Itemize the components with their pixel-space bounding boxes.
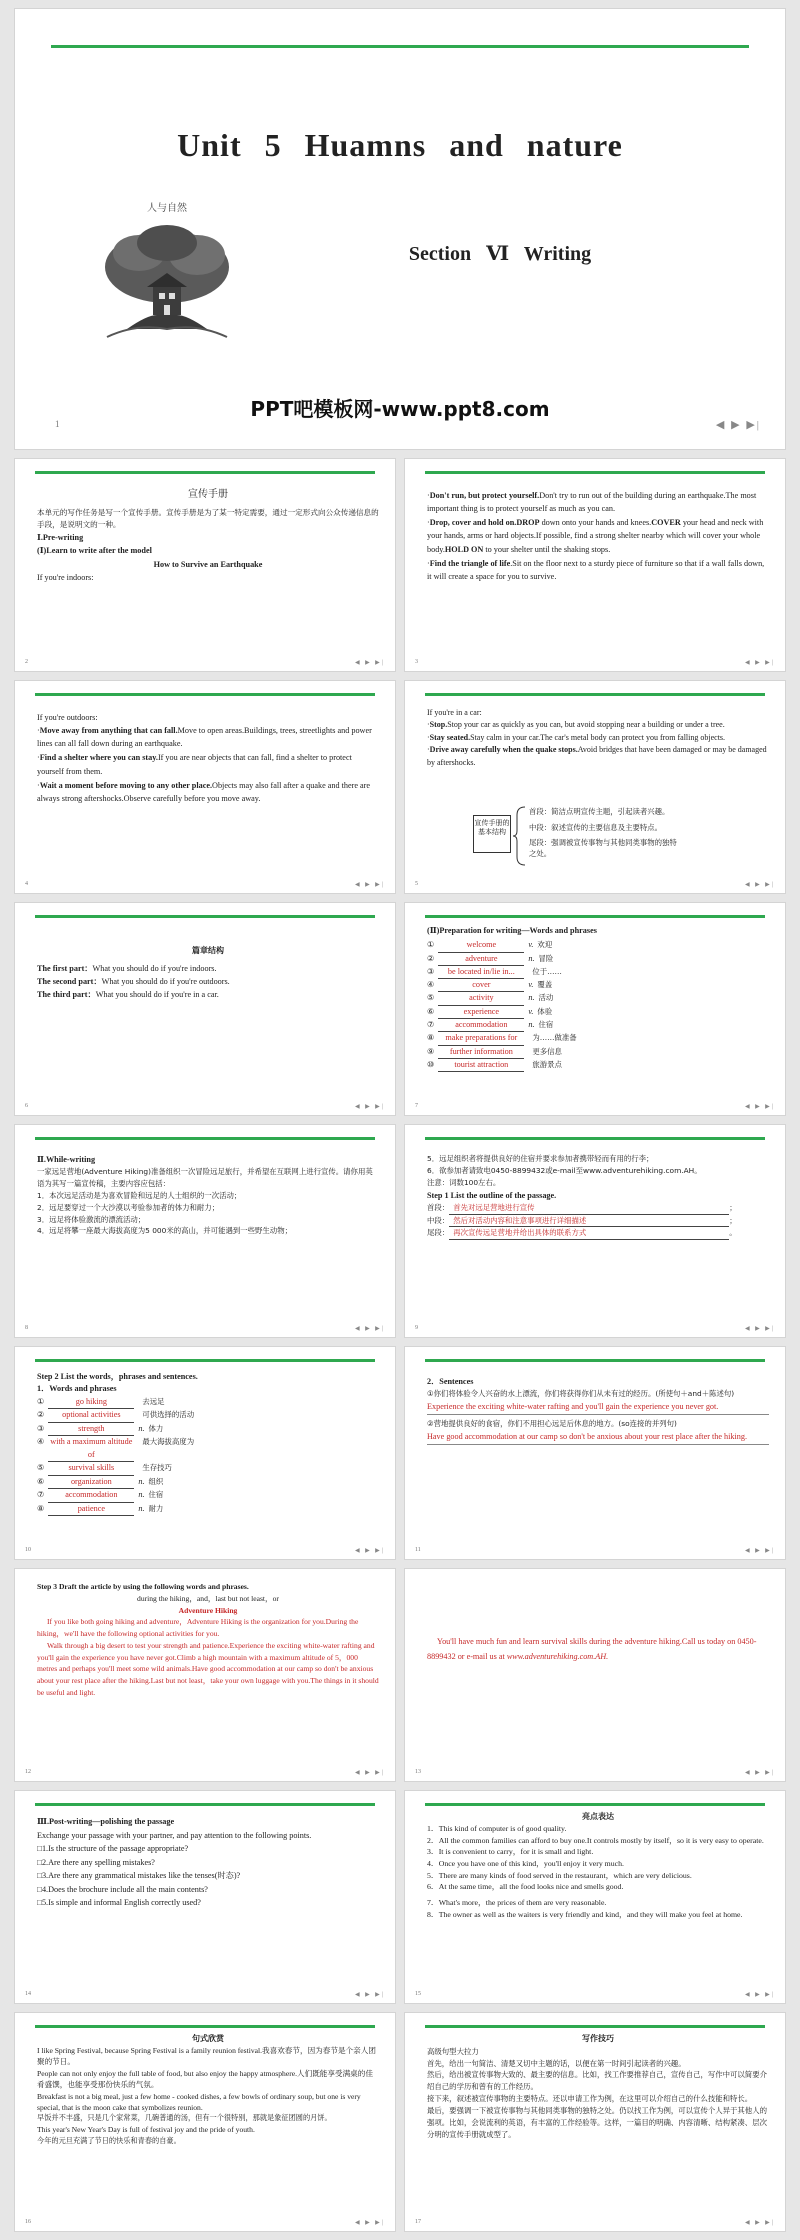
vocab-row — [37, 1462, 379, 1475]
article-title: Adventure Hiking — [178, 1605, 238, 1615]
sentence-answer: Have good accommodation at our camp so don't be anxious about your rest place after the hiking. — [427, 1430, 769, 1445]
structure-row: The first part：What you should do if you're indoors. — [37, 963, 217, 973]
checklist-item[interactable]: □1.Is the structure of the passage appropriate? — [37, 1844, 189, 1854]
chinese-meaning: 欢迎 — [537, 940, 553, 950]
paragraph: ·Stop.Stop your car as quickly as you can, but avoid stopping near a building or under a tree. — [427, 720, 725, 730]
article-paragraph: If you like both going hiking and adventure，Adventure Hiking is the organization for you.During the hiking，we'll have the following optional activities for you. — [37, 1617, 359, 1639]
tip-paragraph: 最后，要强调一下被宣传事物与其他同类事物的独特之处。仍以找工作为例，可以宣传个人异于其他人的强项。比如，会说流利的英语，有丰富的工作经验等。这样，一篇目的明确、内容清晰、结构紧凑、层次分明的宣传手册就成型了。 — [427, 2106, 767, 2139]
item-number: ③ — [427, 966, 435, 976]
item-number: ⑤ — [37, 1463, 45, 1473]
part-of-speech: v. — [528, 980, 534, 990]
paragraph: ·Move away from anything that can fall.Move to open areas.Buildings, trees, streetlights and power lines can all fall down during an earthquake. — [37, 726, 372, 749]
slide-heading: 亮点表达 — [582, 1812, 614, 1821]
slide-nav[interactable]: ◀ ▶ ▶| — [354, 1326, 385, 1332]
part-of-speech: n. — [138, 1503, 145, 1513]
expression-item: 8．The owner as well as the waiters is very friendly and kind，and they will make you feel at home. — [427, 1909, 743, 1919]
slide-heading: Ⅲ.Post-writing—polishing the passage — [37, 1817, 175, 1826]
expression-item: 7．What's more，the prices of them are very reasonable. — [427, 1898, 607, 1908]
task-item: 2．远足要穿过一个大沙漠以考验参加者的体力和耐力； — [37, 1202, 220, 1212]
sentence-sample: 今年的元旦充满了节日的快乐和青春的自豪。 — [37, 2135, 181, 2145]
page-number: 6 — [25, 1103, 28, 1109]
slide-divider — [425, 1803, 765, 1806]
chinese-meaning: 位于…… — [532, 966, 562, 976]
part-of-speech: n. — [138, 1490, 145, 1500]
paragraph: ·Find the triangle of life.Sit on the floor next to a sturdy piece of furniture so that if a wall falls down, it will create a space for you to survive. — [427, 558, 765, 581]
structure-item: 尾段：强调被宣传事物与其他同类事物的独特之处。 — [529, 838, 677, 859]
answer-blank: further information — [438, 1046, 524, 1059]
page-number: 14 — [25, 1991, 31, 1997]
vocab-row — [427, 1046, 769, 1059]
tip-paragraph: 然后，给出被宣传事物大致的、最主要的信息。比如，找工作要推荐自己，宣传自己，写作中可以简要介绍自己的学历和曾有的工作经历。 — [427, 2070, 767, 2092]
sentence-sample: Breakfast is not a big meal, just a few home - cooked dishes, a few bowls of ordinary soup, but one is very special, that is the moon cake that symbolizes reunion. — [37, 2091, 361, 2112]
slide-13 — [404, 1568, 786, 1782]
learn-heading: (Ⅰ)Learn to write after the model — [37, 546, 152, 556]
sentence-prompt: ①你们将体验令人兴奋的水上漂流，你们将获得你们从未有过的经历。(所使句＋and＋陈述句) — [427, 1389, 735, 1399]
item-number: ⑥ — [37, 1476, 45, 1486]
slide-heading: Ⅱ.While-writing — [37, 1155, 96, 1164]
item-number: ⑧ — [427, 1033, 435, 1043]
answer-blank: accommodation — [48, 1489, 134, 1502]
sentence-sample: This year's New Year's Day is full of festival joy and the pride of youth. — [37, 2125, 255, 2135]
slide-nav[interactable]: ◀ ▶ ▶| — [354, 1548, 385, 1554]
part-of-speech: n. — [528, 1020, 535, 1030]
paragraph: ·Don't run, but protect yourself.Don't try to run out of the building during an earthquake.The most important thing is to protect yourself as much as you can. — [427, 491, 757, 514]
slide-14 — [14, 1790, 396, 2004]
step-heading: Step 1 List the outline of the passage. — [427, 1190, 557, 1200]
slide-3 — [404, 458, 786, 672]
item-number: ⑦ — [37, 1490, 45, 1500]
page-number: 13 — [415, 1769, 421, 1775]
answer-blank: with a maximum altitude of — [48, 1436, 134, 1462]
checklist-item[interactable]: □2.Are there any spelling mistakes? — [37, 1857, 155, 1867]
slide-nav[interactable]: ◀ ▶ ▶| — [354, 1770, 385, 1776]
vocab-row — [37, 1489, 379, 1502]
slide-divider — [35, 915, 375, 918]
slide-nav[interactable]: ◀ ▶ ▶| — [744, 1104, 775, 1110]
slide-nav[interactable]: ◀ ▶ ▶| — [354, 1992, 385, 1998]
book-cover-image — [87, 197, 247, 345]
slide-6 — [14, 902, 396, 1116]
outline-row: 尾段： 再次宣传远足营地并给出具体的联系方式 。 — [427, 1227, 769, 1240]
slide-heading: 篇章结构 — [192, 946, 224, 955]
slide-nav[interactable]: ◀ ▶ ▶| — [354, 660, 385, 666]
slide-title: Unit 5 Huamns and nature — [177, 127, 623, 163]
structure-item: 首段：简洁点明宣传主题，引起读者兴趣。 — [529, 807, 670, 816]
page-number: 16 — [25, 2219, 31, 2225]
task-item: 5．远足组织者将提供良好的住宿并要求参加者携带轻而有用的行李； — [427, 1154, 654, 1163]
book-cover-text: 人与自然 — [147, 203, 187, 214]
vocab-row — [37, 1396, 379, 1409]
chinese-meaning: 冒险 — [538, 953, 554, 963]
model-title: How to Survive an Earthquake — [153, 559, 263, 569]
expression-item: 6．At the same time，all the food looks nice and smells good. — [427, 1882, 624, 1892]
task-item: 1．本次远足活动是为喜欢冒险和远足的人士组织的一次活动； — [37, 1190, 242, 1200]
answer-blank: strength — [48, 1423, 134, 1436]
slide-9 — [404, 1124, 786, 1338]
slide-4 — [14, 680, 396, 894]
slide-divider — [425, 693, 765, 696]
slide-17 — [404, 2012, 786, 2232]
slide-nav[interactable]: ◀ ▶ ▶| — [354, 882, 385, 888]
answer-blank: make preparations for — [438, 1032, 524, 1045]
paragraph: ·Wait a moment before moving to any other place.Objects may also fall after a quake and there are always strong aftershocks.Observe carefully before you move away. — [37, 780, 371, 803]
tip-paragraph: 首先，给出一句简洁、清楚又切中主题的话，以便在第一时间引起读者的兴趣。 — [427, 2058, 686, 2068]
paragraph: ·Drop, cover and hold on.DROP down onto your hands and knees.COVER your head and neck with your hands, arms or hard objects.If possible, find a strong shelter nearby which will cover your whole body.HOLD ON to your shelter until the shaking stops. — [427, 518, 764, 554]
vocab-row — [37, 1409, 379, 1422]
outdoors-label: If you're outdoors: — [37, 713, 98, 722]
expression-item: 5．There are many kinds of food served in the restaurant，which are very delicious. — [427, 1870, 692, 1880]
part-of-speech: n. — [528, 993, 535, 1003]
task-item: 4．远足将攀一座最大海拔高度为5 000米的高山，并可能遇到一些野生动物； — [37, 1226, 292, 1236]
slide-nav[interactable]: ◀ ▶ ▶| — [744, 1326, 775, 1332]
watermark-text: PPT吧模板网-www.ppt8.com — [250, 397, 550, 421]
slide-heading: (Ⅱ)Preparation for writing—Words and phrases — [427, 926, 597, 935]
item-number: ② — [427, 953, 435, 963]
chinese-meaning: 住宿 — [538, 1020, 554, 1030]
slide-15 — [404, 1790, 786, 2004]
article-paragraph: You'll have much fun and learn survival skills during the adventure hiking.Call us today on 0450-8899432 or e-mail us at www.adventurehiking.com.AH. — [427, 1637, 757, 1661]
slide-nav[interactable]: ◀ ▶ ▶| — [715, 419, 761, 431]
answer-blank: go hiking — [48, 1396, 134, 1409]
vocab-row — [427, 1059, 769, 1072]
structure-row: The second part：What you should do if you're outdoors. — [37, 976, 230, 986]
item-number: ④ — [427, 980, 435, 990]
slide-nav[interactable]: ◀ ▶ ▶| — [744, 882, 775, 888]
answer-blank: tourist attraction — [438, 1059, 524, 1072]
sentence-answer: Experience the exciting white-water rafting and you'll gain the experience you never got. — [427, 1400, 769, 1415]
checklist-intro: Exchange your passage with your partner, and pay attention to the following points. — [37, 1830, 312, 1840]
slide-5 — [404, 680, 786, 894]
slide-nav[interactable]: ◀ ▶ ▶| — [744, 2220, 775, 2226]
chinese-meaning: 覆盖 — [537, 980, 553, 990]
structure-brace — [513, 805, 527, 867]
expression-item: 4．Once you have one of this kind，you'll enjoy it very much. — [427, 1859, 624, 1869]
slide-heading: 写作技巧 — [582, 2034, 614, 2043]
item-number: ① — [37, 1396, 45, 1406]
item-number: ⑨ — [427, 1046, 435, 1056]
vocab-row — [37, 1436, 379, 1462]
vocab-row — [37, 1503, 379, 1516]
slide-divider — [425, 915, 765, 918]
paragraph: ·Find a shelter where you can stay.If you are near objects that can fall, find a shelter to protect yourself from them. — [37, 753, 352, 776]
page-number: 4 — [25, 881, 28, 887]
expression-item: 3．It is convenient to carry，for it is small and light. — [427, 1847, 594, 1857]
chinese-meaning: 体力 — [148, 1423, 164, 1433]
structure-box: 宣传手册的基本结构 — [473, 815, 511, 853]
answer-blank: cover — [438, 979, 524, 992]
page-number: 17 — [415, 2219, 421, 2225]
paragraph: ·Stay seated.Stay calm in your car.The car's metal body can protect you from falling objects. — [427, 732, 726, 742]
answer-blank: be located in/lie in... — [438, 966, 524, 979]
chinese-meaning: 最大海拔高度为 — [142, 1437, 195, 1447]
checklist-item[interactable]: □5.Is simple and informal English correctly used? — [37, 1898, 201, 1908]
part-of-speech: n. — [138, 1423, 145, 1433]
sentence-sample: 早饭并不丰盛，只是几个家常菜，几碗普通的汤，但有一个很特别，那就是象征团圆的月饼。 — [37, 2113, 332, 2123]
chinese-meaning: 生存技巧 — [142, 1463, 172, 1473]
item-number: ② — [37, 1410, 45, 1420]
slide-divider — [425, 471, 765, 474]
vocab-row — [427, 966, 769, 979]
page-number: 11 — [415, 1547, 421, 1553]
slide-divider — [35, 471, 375, 474]
slide-7 — [404, 902, 786, 1116]
slide-heading: Step 2 List the words，phrases and sentences. — [37, 1372, 198, 1381]
connectives: during the hiking，and，last but not least，or — [137, 1593, 279, 1603]
slide-nav[interactable]: ◀ ▶ ▶| — [744, 1548, 775, 1554]
slide-8 — [14, 1124, 396, 1338]
task-intro: 一家远足营地(Adventure Hiking)准备组织一次冒险远足旅行，并希望在互联网上进行宣传。请你用英语为其写一篇宣传稿，主要内容应包括： — [37, 1167, 373, 1188]
article-paragraph: Walk through a big desert to test your strength and patience.Experience the exciting white-water rafting and you'll gain the experience you have never got.Climb a high mountain with a maximum altitude of 5，000 metres and perhaps you'll meet some wild animals.Have good accommodation at our camp so don't be anxious about your rest place after the hiking.Last but not least，take your own luggage with you.The things in it should be useful and light. — [37, 1640, 379, 1697]
indoors-label: If you're indoors: — [37, 572, 94, 582]
item-number: ⑤ — [427, 993, 435, 1003]
task-item: 3．远足将体验激流的漂流活动； — [37, 1214, 146, 1224]
slide-16 — [14, 2012, 396, 2232]
chinese-meaning: 住宿 — [148, 1490, 164, 1500]
chinese-meaning: 可供选择的活动 — [142, 1410, 195, 1420]
slide-nav[interactable]: ◀ ▶ ▶| — [744, 1770, 775, 1776]
answer-blank: activity — [438, 992, 524, 1005]
page-number: 7 — [415, 1103, 418, 1109]
slide-heading: 宣传手册 — [188, 489, 228, 500]
slide-nav[interactable]: ◀ ▶ ▶| — [744, 1992, 775, 1998]
slide-nav[interactable]: ◀ ▶ ▶| — [744, 660, 775, 666]
item-number: ③ — [37, 1423, 45, 1433]
checklist-item[interactable]: □4.Does the brochure include all the main contents? — [37, 1884, 208, 1894]
pre-writing-heading: Ⅰ.Pre-writing — [37, 533, 84, 543]
page-number: 2 — [25, 659, 28, 665]
slide-nav[interactable]: ◀ ▶ ▶| — [354, 2220, 385, 2226]
email-link[interactable]: www.adventurehiking.com.AH. — [506, 1651, 609, 1661]
part-of-speech: v. — [528, 940, 534, 950]
slide-10 — [14, 1346, 396, 1560]
slide-divider — [425, 1137, 765, 1140]
car-label: If you're in a car: — [427, 708, 482, 717]
page-number: 5 — [415, 881, 418, 887]
item-number: ⑦ — [427, 1020, 435, 1030]
chinese-meaning: 更多信息 — [532, 1046, 562, 1056]
vocab-row — [427, 979, 769, 992]
sub-heading: 高级句型大拉力 — [427, 2046, 479, 2056]
vocab-row — [427, 1019, 769, 1032]
slide-heading: Step 3 Draft the article by using the following words and phrases. — [37, 1582, 249, 1591]
part-of-speech: n. — [528, 953, 535, 963]
task-item: 6．欲参加者请致电0450-8899432或e-mail至www.adventurehiking.com.AH。 — [427, 1165, 702, 1175]
vocab-row — [427, 1006, 769, 1019]
page-number: 15 — [415, 1991, 421, 1997]
structure-row: The third part：What you should do if you're in a car. — [37, 990, 219, 1000]
item-number: ④ — [37, 1437, 45, 1447]
page-number: 3 — [415, 659, 418, 665]
expression-item: 1．This kind of computer is of good quality. — [427, 1824, 567, 1833]
section-title: Section Ⅵ Writing — [408, 243, 592, 265]
slide-nav[interactable]: ◀ ▶ ▶| — [354, 1104, 385, 1110]
answer-blank: optional activities — [48, 1409, 134, 1422]
sentence-sample: I like Spring Festival, because Spring Festival is a family reunion festival.我喜欢春节，因为春节是个亲人团聚的节日。 — [37, 2046, 376, 2067]
vocab-row — [37, 1423, 379, 1436]
page-number: 12 — [25, 1769, 31, 1775]
checklist-item[interactable]: □3.Are there any grammatical mistakes like the tenses(时态)? — [37, 1871, 241, 1881]
vocab-row — [427, 992, 769, 1005]
chinese-meaning: 活动 — [538, 993, 554, 1003]
chinese-meaning: 体验 — [537, 1006, 553, 1016]
slide-2 — [14, 458, 396, 672]
structure-item: 中段：叙述宣传的主要信息及主要特点。 — [529, 822, 663, 832]
slide-divider — [35, 1137, 375, 1140]
slide-divider — [425, 2025, 765, 2028]
page-number: 8 — [25, 1325, 28, 1331]
item-number: ① — [427, 940, 435, 950]
answer-blank: patience — [48, 1503, 134, 1516]
vocab-row — [37, 1476, 379, 1489]
outline-row: 首段： 首先对远足营地进行宣传 ； — [427, 1202, 769, 1215]
answer-blank: organization — [48, 1476, 134, 1489]
slide-divider — [51, 45, 749, 48]
vocab-row — [427, 939, 769, 952]
slide-heading: 句式欣赏 — [192, 2034, 224, 2043]
slide-11 — [404, 1346, 786, 1560]
item-number: ⑥ — [427, 1006, 435, 1016]
chinese-meaning: 旅游景点 — [532, 1059, 562, 1069]
part-of-speech: n. — [138, 1476, 145, 1486]
slide-12 — [14, 1568, 396, 1782]
answer-blank: welcome — [438, 939, 524, 952]
item-number: ⑧ — [37, 1503, 45, 1513]
sub-heading: 1．Words and phrases — [37, 1384, 117, 1394]
expression-item: 2．All the common families can afford to buy one.It controls mostly by itself，so it is very easy to operate. — [427, 1835, 764, 1845]
answer-blank: accommodation — [438, 1019, 524, 1032]
chinese-meaning: 为……做准备 — [532, 1033, 577, 1043]
slide-divider — [35, 693, 375, 696]
slide-divider — [425, 1359, 765, 1362]
intro-text: 本单元的写作任务是写一个宣传手册。宣传手册是为了某一特定需要，通过一定形式向公众传递信息的手段，是说明文的一种。 — [37, 508, 379, 530]
outline-row: 中段： 然后对活动内容和注意事项进行详细描述 ； — [427, 1215, 769, 1228]
slide-divider — [35, 1359, 375, 1362]
slide-divider — [35, 1803, 375, 1806]
vocab-list — [37, 1396, 379, 1516]
paragraph: ·Drive away carefully when the quake stops.Avoid bridges that have been damaged or may be damaged by aftershocks. — [427, 745, 767, 767]
chinese-meaning: 组织 — [148, 1476, 164, 1486]
slide-1 — [14, 8, 786, 450]
vocab-row — [427, 1032, 769, 1045]
page-number: 9 — [415, 1325, 418, 1331]
part-of-speech: v. — [528, 1006, 534, 1016]
chinese-meaning: 去远足 — [142, 1396, 165, 1406]
item-number: ⑩ — [427, 1059, 435, 1069]
sentence-sample: People can not only enjoy the full table of food, but also enjoy the happy atmosphere.人们既能享受满桌的佳肴盛馔，也能享受那份快乐的气氛。 — [37, 2068, 373, 2090]
word-limit-note: 注意：词数100左右。 — [427, 1177, 501, 1187]
page-number: 1 — [55, 419, 60, 429]
page-number: 10 — [25, 1547, 31, 1553]
vocab-row — [427, 953, 769, 966]
chinese-meaning: 耐力 — [148, 1503, 164, 1513]
tip-paragraph: 接下来，叙述被宣传事物的主要特点。还以申请工作为例，在这里可以介绍自己的什么技能和特长。 — [427, 2094, 753, 2104]
answer-blank: survival skills — [48, 1462, 134, 1475]
vocab-list — [427, 939, 769, 1072]
slide-divider — [35, 2025, 375, 2028]
slide-heading: 2．Sentences — [427, 1377, 474, 1386]
answer-blank: adventure — [438, 953, 524, 966]
answer-blank: experience — [438, 1006, 524, 1019]
sentence-prompt: ②营地提供良好的食宿，你们不用担心远足后休息的地方。(so连接的并列句) — [427, 1419, 677, 1429]
